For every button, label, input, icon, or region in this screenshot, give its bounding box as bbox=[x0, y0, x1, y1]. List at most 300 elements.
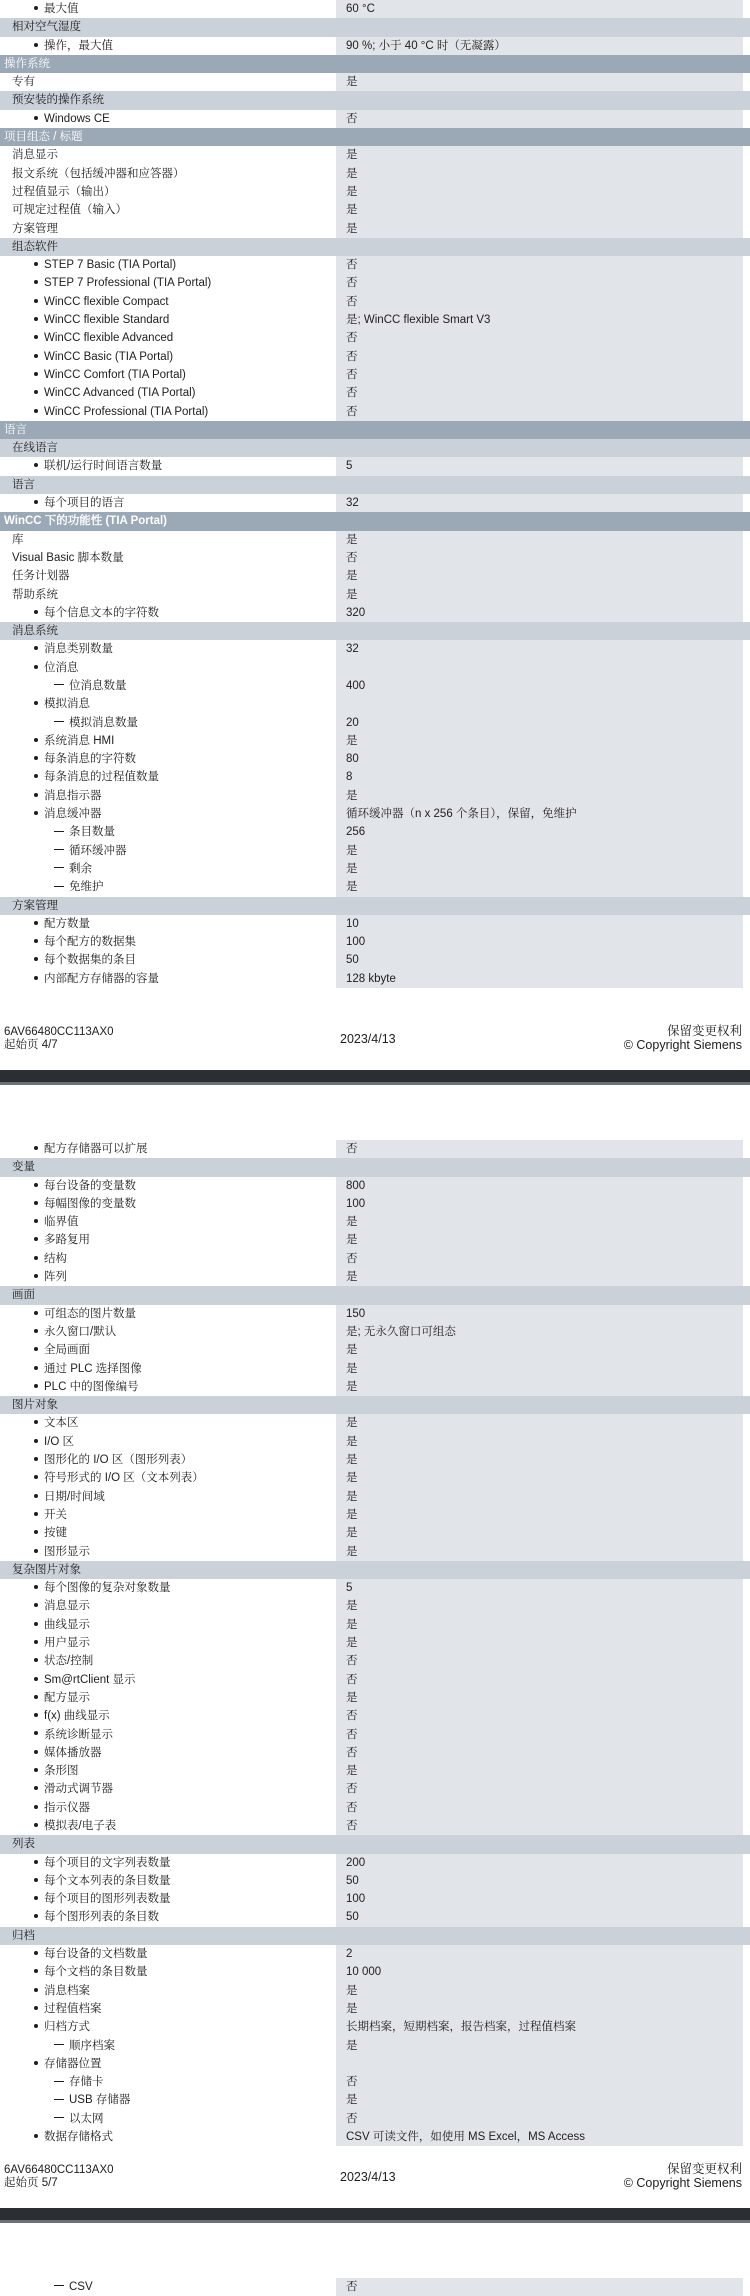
spec-label bbox=[0, 384, 334, 402]
spec-label bbox=[0, 2091, 334, 2109]
spec-row bbox=[0, 2091, 750, 2109]
spec-label bbox=[0, 1561, 750, 1579]
bullet-icon bbox=[34, 1805, 38, 1809]
spec-row bbox=[0, 1908, 750, 1926]
bullet-icon bbox=[34, 1329, 38, 1333]
spec-label bbox=[0, 183, 334, 201]
spec-label bbox=[0, 366, 334, 384]
spec-value: 是 bbox=[336, 2000, 743, 2018]
bullet-icon bbox=[34, 756, 38, 760]
spec-value bbox=[336, 695, 743, 713]
page-footer bbox=[0, 2156, 750, 2216]
spec-value: 是 bbox=[336, 1689, 743, 1707]
spec-label-text: 每个文档的条目数量 bbox=[44, 1966, 148, 1979]
bullet-icon bbox=[34, 957, 38, 961]
spec-label bbox=[0, 1378, 334, 1396]
spec-label-text: 在线语言 bbox=[12, 442, 58, 455]
spec-row bbox=[0, 2018, 750, 2036]
spec-row bbox=[0, 165, 750, 183]
spec-label bbox=[0, 1817, 334, 1835]
spec-label-text: CSV bbox=[69, 2281, 93, 2293]
spec-label-text: 系统消息 HMI bbox=[44, 734, 115, 747]
spec-label-text: 消息指示器 bbox=[44, 789, 102, 802]
spec-label bbox=[0, 1890, 334, 1908]
spec-value: 是; WinCC flexible Smart V3 bbox=[336, 311, 743, 329]
spec-label-text: 图形显示 bbox=[44, 1545, 90, 1558]
footer-date: 2023/4/13 bbox=[340, 2170, 396, 2184]
spec-value: 10 bbox=[336, 915, 743, 933]
spec-row bbox=[0, 1195, 750, 1213]
bullet-icon bbox=[34, 1530, 38, 1534]
spec-label-text: 联机/运行时间语言数量 bbox=[44, 460, 163, 473]
spec-label bbox=[0, 1433, 334, 1451]
page-separator-shadow bbox=[0, 1082, 750, 1085]
spec-label-text: 过程值显示（输出） bbox=[12, 185, 116, 198]
dash-icon bbox=[54, 886, 64, 887]
spec-value: 8 bbox=[336, 768, 743, 786]
spec-row bbox=[0, 842, 750, 860]
spec-label bbox=[0, 640, 334, 658]
spec-label bbox=[0, 1945, 334, 1963]
spec-row bbox=[0, 1305, 750, 1323]
spec-row bbox=[0, 1671, 750, 1689]
spec-label bbox=[0, 1780, 334, 1798]
spec-label bbox=[0, 970, 334, 988]
spec-label bbox=[0, 622, 750, 640]
spec-row bbox=[0, 1616, 750, 1634]
spec-value: 否 bbox=[336, 1652, 743, 1670]
spec-row bbox=[0, 750, 750, 768]
dash-icon bbox=[54, 2117, 64, 2118]
spec-label bbox=[0, 201, 334, 219]
spec-label bbox=[0, 1726, 334, 1744]
bullet-icon bbox=[34, 665, 38, 669]
spec-label-text: Visual Basic 脚本数量 bbox=[12, 551, 124, 564]
spec-row bbox=[0, 823, 750, 841]
spec-label bbox=[0, 1305, 334, 1323]
copyright-notice: © Copyright Siemens bbox=[623, 1038, 742, 1052]
spec-row bbox=[0, 1378, 750, 1396]
bullet-icon bbox=[34, 280, 38, 284]
bullet-icon bbox=[34, 701, 38, 705]
spec-row bbox=[0, 403, 750, 421]
spec-row bbox=[0, 1726, 750, 1744]
spec-label bbox=[0, 1396, 750, 1414]
spec-label bbox=[0, 2278, 334, 2296]
spec-label-text: 每个配方的数据集 bbox=[44, 936, 136, 949]
spec-label-text: 操作系统 bbox=[4, 57, 50, 70]
spec-row bbox=[0, 1524, 750, 1542]
spec-row bbox=[0, 1213, 750, 1231]
datasheet-page-4 bbox=[0, 0, 750, 1052]
spec-row bbox=[0, 805, 750, 823]
spec-row bbox=[0, 1323, 750, 1341]
spec-label bbox=[0, 2037, 334, 2055]
spec-value: 否 bbox=[336, 1707, 743, 1725]
bullet-icon bbox=[34, 1658, 38, 1662]
bullet-icon bbox=[34, 774, 38, 778]
spec-label-text: 配方显示 bbox=[44, 1691, 90, 1704]
spec-label-text: 顺序档案 bbox=[69, 2039, 115, 2052]
bullet-icon bbox=[34, 1366, 38, 1370]
bullet-icon bbox=[34, 1256, 38, 1260]
spec-label-text: 通过 PLC 选择图像 bbox=[44, 1362, 142, 1375]
spec-value: 5 bbox=[336, 1579, 743, 1597]
spec-value: 是 bbox=[336, 787, 743, 805]
spec-row bbox=[0, 329, 750, 347]
spec-label bbox=[0, 37, 334, 55]
spec-label-text: 方案管理 bbox=[12, 222, 58, 235]
spec-row bbox=[0, 695, 750, 713]
spec-value: 是 bbox=[336, 73, 743, 91]
spec-label bbox=[0, 860, 334, 878]
spec-label bbox=[0, 531, 334, 549]
spec-value: 90 %; 小于 40 °C 时（无凝露） bbox=[336, 37, 743, 55]
subsection-header bbox=[0, 18, 750, 36]
bullet-icon bbox=[34, 372, 38, 376]
spec-label bbox=[0, 823, 334, 841]
spec-label-text: 配方存储器可以扩展 bbox=[44, 1143, 148, 1155]
spec-label-text: 每个文本列表的条目数量 bbox=[44, 1874, 171, 1887]
subsection-header bbox=[0, 622, 750, 640]
bullet-icon bbox=[34, 1219, 38, 1223]
spec-row bbox=[0, 311, 750, 329]
spec-label bbox=[0, 1286, 750, 1304]
spec-row bbox=[0, 1488, 750, 1506]
section-header bbox=[0, 128, 750, 146]
dash-icon bbox=[54, 2044, 64, 2045]
spec-label-text: WinCC flexible Standard bbox=[44, 314, 170, 327]
spec-label bbox=[0, 220, 334, 238]
bullet-icon bbox=[34, 1896, 38, 1900]
spec-label bbox=[0, 2128, 334, 2146]
spec-value: 否 bbox=[336, 293, 743, 311]
spec-label bbox=[0, 1927, 750, 1945]
spec-value: 是 bbox=[336, 531, 743, 549]
subsection-header bbox=[0, 476, 750, 494]
spec-label bbox=[0, 274, 334, 292]
bullet-icon bbox=[34, 1494, 38, 1498]
spec-label bbox=[0, 586, 334, 604]
spec-label-text: 剩余 bbox=[69, 862, 92, 875]
spec-value: 320 bbox=[336, 604, 743, 622]
spec-label bbox=[0, 714, 334, 732]
spec-label bbox=[0, 1689, 334, 1707]
spec-label bbox=[0, 91, 750, 109]
spec-value: CSV 可读文件，如使用 MS Excel，MS Access bbox=[336, 2128, 743, 2146]
bullet-icon bbox=[34, 1731, 38, 1735]
spec-row bbox=[0, 1707, 750, 1725]
spec-label-text: 变量 bbox=[12, 1161, 35, 1174]
spec-label bbox=[0, 146, 334, 164]
spec-value: 128 kbyte bbox=[336, 970, 743, 988]
spec-label bbox=[0, 2000, 334, 2018]
spec-label bbox=[0, 1451, 334, 1469]
bullet-icon bbox=[34, 1237, 38, 1241]
spec-label bbox=[0, 1177, 334, 1195]
spec-label bbox=[0, 842, 334, 860]
bullet-icon bbox=[34, 1439, 38, 1443]
spec-label bbox=[0, 1854, 334, 1872]
spec-label-text: Sm@rtClient 显示 bbox=[44, 1673, 136, 1686]
spec-value: 否 bbox=[336, 1671, 743, 1689]
spec-label-text: 曲线显示 bbox=[44, 1618, 90, 1631]
bullet-icon bbox=[34, 390, 38, 394]
spec-row bbox=[0, 1652, 750, 1670]
spec-label bbox=[0, 512, 750, 530]
bullet-icon bbox=[34, 1878, 38, 1882]
spec-label bbox=[0, 1341, 334, 1359]
spec-label-text: 列表 bbox=[12, 1838, 35, 1851]
spec-label bbox=[0, 1982, 334, 2000]
dash-icon bbox=[54, 721, 64, 722]
spec-label-text: 结构 bbox=[44, 1252, 67, 1265]
spec-label-text: 开关 bbox=[44, 1508, 67, 1521]
spec-row bbox=[0, 1817, 750, 1835]
spec-label-text: 每个图形列表的条目数 bbox=[44, 1911, 159, 1924]
spec-row bbox=[0, 1963, 750, 1981]
bullet-icon bbox=[34, 738, 38, 742]
spec-label bbox=[0, 2110, 334, 2128]
spec-label bbox=[0, 238, 750, 256]
spec-label bbox=[0, 1616, 334, 1634]
spec-label-text: 日期/时间域 bbox=[44, 1490, 105, 1503]
spec-label bbox=[0, 73, 334, 91]
spec-label bbox=[0, 1250, 334, 1268]
spec-label-text: 任务计划器 bbox=[12, 570, 70, 583]
spec-label bbox=[0, 1762, 334, 1780]
spec-label bbox=[0, 421, 750, 439]
spec-value: 是 bbox=[336, 1231, 743, 1249]
spec-row bbox=[0, 604, 750, 622]
spec-value: 50 bbox=[336, 1872, 743, 1890]
subsection-header bbox=[0, 1158, 750, 1176]
spec-row bbox=[0, 659, 750, 677]
spec-label-text: 条目数量 bbox=[69, 826, 115, 839]
spec-label bbox=[0, 457, 334, 475]
spec-row bbox=[0, 915, 750, 933]
spec-label-text: I/O 区 bbox=[44, 1435, 75, 1448]
page-separator bbox=[0, 1070, 750, 1082]
bullet-icon bbox=[34, 1475, 38, 1479]
bullet-icon bbox=[34, 1969, 38, 1973]
spec-label-text: 库 bbox=[12, 533, 24, 546]
spec-label-text: 临界值 bbox=[44, 1216, 79, 1229]
bullet-icon bbox=[34, 939, 38, 943]
spec-label-text: 每个数据集的条目 bbox=[44, 954, 136, 967]
page-separator-shadow bbox=[0, 2220, 750, 2223]
spec-row bbox=[0, 1744, 750, 1762]
spec-value: 是 bbox=[336, 1341, 743, 1359]
spec-label bbox=[0, 750, 334, 768]
spec-value: 100 bbox=[336, 1195, 743, 1213]
spec-row bbox=[0, 970, 750, 988]
spec-label-text: 语言 bbox=[4, 423, 27, 436]
spec-label-text: 滑动式调节器 bbox=[44, 1783, 113, 1796]
bullet-icon bbox=[34, 1603, 38, 1607]
spec-label bbox=[0, 1744, 334, 1762]
spec-row bbox=[0, 2278, 750, 2296]
bullet-icon bbox=[34, 1988, 38, 1992]
spec-value: 是 bbox=[336, 183, 743, 201]
spec-row bbox=[0, 878, 750, 896]
spec-label bbox=[0, 329, 334, 347]
bullet-icon bbox=[34, 1951, 38, 1955]
spec-label-text: 帮助系统 bbox=[12, 588, 58, 601]
spec-label bbox=[0, 897, 750, 915]
spec-value: 否 bbox=[336, 403, 743, 421]
spec-value: 否 bbox=[336, 2110, 743, 2128]
spec-label-text: Windows CE bbox=[44, 112, 110, 125]
spec-label-text: 系统诊断显示 bbox=[44, 1728, 113, 1741]
dash-icon bbox=[54, 2099, 64, 2100]
spec-value: 是 bbox=[336, 1762, 743, 1780]
spec-row bbox=[0, 1780, 750, 1798]
spec-label bbox=[0, 1140, 334, 1158]
spec-value: 否 bbox=[336, 384, 743, 402]
spec-value: 否 bbox=[336, 1780, 743, 1798]
spec-label-text: 免维护 bbox=[69, 881, 104, 894]
page-footer bbox=[0, 1018, 750, 1078]
bullet-icon bbox=[34, 317, 38, 321]
spec-row bbox=[0, 73, 750, 91]
spec-label bbox=[0, 1908, 334, 1926]
spec-label-text: WinCC Basic (TIA Portal) bbox=[44, 350, 174, 363]
bullet-icon bbox=[34, 1585, 38, 1589]
spec-value: 是 bbox=[336, 1433, 743, 1451]
spec-row bbox=[0, 768, 750, 786]
spec-label-text: STEP 7 Basic (TIA Portal) bbox=[44, 259, 177, 272]
spec-label-text: 过程值档案 bbox=[44, 2002, 102, 2015]
spec-label-text: 归档方式 bbox=[44, 2021, 90, 2034]
spec-label bbox=[0, 1799, 334, 1817]
spec-row bbox=[0, 567, 750, 585]
bullet-icon bbox=[34, 2024, 38, 2028]
spec-value bbox=[336, 659, 743, 677]
subsection-header bbox=[0, 439, 750, 457]
bullet-icon bbox=[34, 1201, 38, 1205]
spec-value: 是 bbox=[336, 1378, 743, 1396]
spec-row bbox=[0, 1890, 750, 1908]
spec-label-text: 复杂图片对象 bbox=[12, 1563, 81, 1576]
spec-row bbox=[0, 348, 750, 366]
spec-label bbox=[0, 348, 334, 366]
spec-label bbox=[0, 494, 334, 512]
spec-value: 否 bbox=[336, 274, 743, 292]
spec-row bbox=[0, 2128, 750, 2146]
spec-value: 是 bbox=[336, 2091, 743, 2109]
spec-row bbox=[0, 1140, 750, 1158]
spec-label-text: WinCC Advanced (TIA Portal) bbox=[44, 387, 196, 400]
spec-label-text: 消息类别数量 bbox=[44, 643, 113, 656]
spec-row bbox=[0, 494, 750, 512]
spec-label bbox=[0, 476, 750, 494]
spec-table bbox=[0, 0, 750, 988]
spec-value: 是 bbox=[336, 567, 743, 585]
spec-value: 32 bbox=[336, 640, 743, 658]
spec-label bbox=[0, 1671, 334, 1689]
rights-notice: 保留变更权利 bbox=[666, 1024, 742, 1038]
copyright-notice: © Copyright Siemens bbox=[623, 2176, 742, 2190]
subsection-header bbox=[0, 1927, 750, 1945]
spec-label bbox=[0, 1414, 334, 1432]
bullet-icon bbox=[34, 610, 38, 614]
spec-value: 是 bbox=[336, 1634, 743, 1652]
spec-row bbox=[0, 183, 750, 201]
spec-label-text: 模拟消息数量 bbox=[69, 716, 138, 729]
spec-row bbox=[0, 2110, 750, 2128]
spec-value: 是 bbox=[336, 220, 743, 238]
spec-label bbox=[0, 1158, 750, 1176]
spec-row bbox=[0, 146, 750, 164]
spec-row bbox=[0, 1634, 750, 1652]
spec-label-text: 最大值 bbox=[44, 3, 79, 15]
spec-label bbox=[0, 549, 334, 567]
spec-value: 100 bbox=[336, 933, 743, 951]
bullet-icon bbox=[34, 262, 38, 266]
spec-label-text: 每个项目的图形列表数量 bbox=[44, 1893, 171, 1906]
spec-row bbox=[0, 457, 750, 475]
spec-label-text: 阵列 bbox=[44, 1271, 67, 1284]
spec-label-text: 存储卡 bbox=[69, 2076, 104, 2089]
spec-label-text: 每个图像的复杂对象数量 bbox=[44, 1582, 171, 1595]
spec-table bbox=[0, 1140, 750, 2146]
section-header bbox=[0, 512, 750, 530]
spec-value: 是 bbox=[336, 146, 743, 164]
spec-label bbox=[0, 1597, 334, 1615]
spec-label bbox=[0, 933, 334, 951]
spec-row bbox=[0, 1982, 750, 2000]
spec-label-text: 模拟消息 bbox=[44, 698, 90, 711]
spec-label bbox=[0, 695, 334, 713]
spec-label-text: 每个项目的语言 bbox=[44, 497, 125, 510]
order-number: 6AV66480CC113AX0 bbox=[4, 2164, 114, 2176]
spec-label bbox=[0, 1963, 334, 1981]
bullet-icon bbox=[34, 1347, 38, 1351]
spec-label-text: 指示仪器 bbox=[44, 1801, 90, 1814]
spec-value: 否 bbox=[336, 549, 743, 567]
spec-label bbox=[0, 805, 334, 823]
spec-label bbox=[0, 1524, 334, 1542]
spec-label bbox=[0, 1652, 334, 1670]
spec-value: 否 bbox=[336, 1799, 743, 1817]
page-number: 起始页 5/7 bbox=[4, 2177, 58, 2189]
bullet-icon bbox=[34, 335, 38, 339]
spec-label-text: 每条消息的过程值数量 bbox=[44, 771, 159, 784]
spec-label-text: 循环缓冲器 bbox=[69, 844, 127, 857]
bullet-icon bbox=[34, 1420, 38, 1424]
spec-row bbox=[0, 1799, 750, 1817]
spec-row bbox=[0, 37, 750, 55]
spec-row bbox=[0, 787, 750, 805]
spec-row bbox=[0, 1341, 750, 1359]
spec-label-text: 操作，最大值 bbox=[44, 39, 113, 52]
bullet-icon bbox=[34, 646, 38, 650]
spec-label-text: 预安装的操作系统 bbox=[12, 94, 104, 107]
spec-label bbox=[0, 677, 334, 695]
bullet-icon bbox=[34, 1914, 38, 1918]
bullet-icon bbox=[34, 1695, 38, 1699]
spec-row bbox=[0, 1945, 750, 1963]
spec-row bbox=[0, 1177, 750, 1195]
spec-label bbox=[0, 1835, 750, 1853]
spec-value: 是 bbox=[336, 1360, 743, 1378]
spec-value: 800 bbox=[336, 1177, 743, 1195]
spec-row bbox=[0, 110, 750, 128]
spec-value: 20 bbox=[336, 714, 743, 732]
dash-icon bbox=[54, 2081, 64, 2082]
spec-row bbox=[0, 1854, 750, 1872]
